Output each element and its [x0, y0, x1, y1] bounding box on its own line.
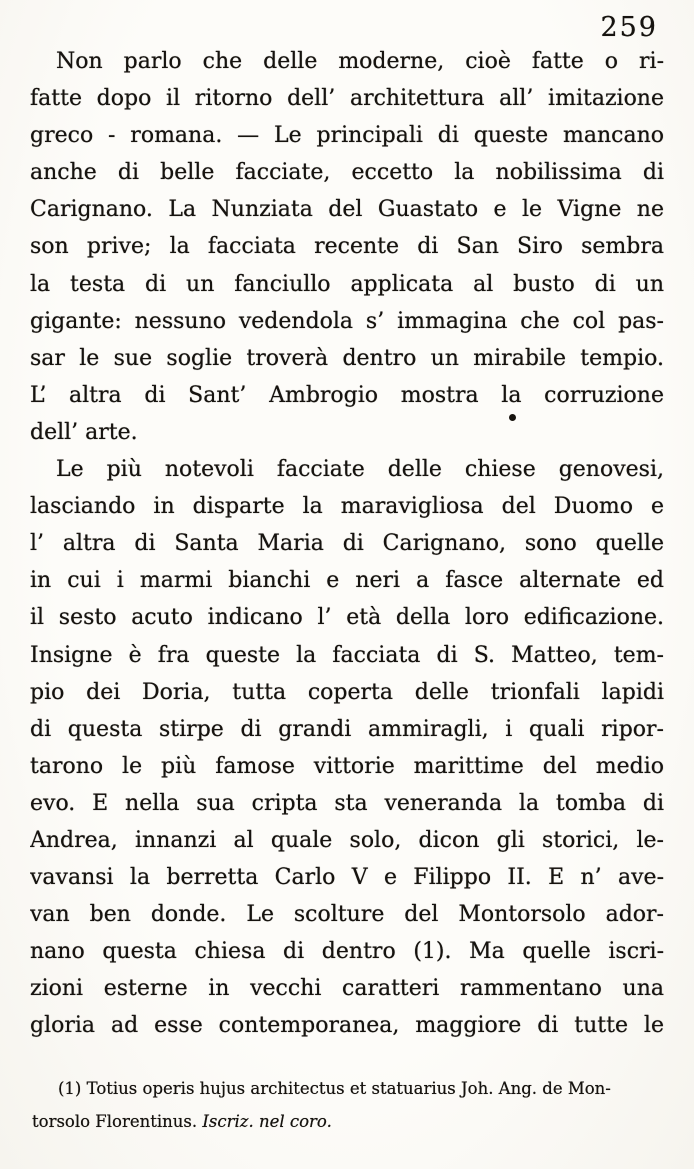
- footnote-line-1: (1) Totius operis hujus architectus et statuarius Joh. Ang. de Mon-: [58, 1079, 611, 1098]
- text-line: il sesto acuto indicano l’ età della loro edificazione.: [30, 605, 664, 631]
- ink-spot: [509, 414, 516, 421]
- text-line: Non parlo che delle moderne, cioè fatte o ri-: [56, 49, 664, 74]
- text-line: gloria ad esse contemporanea, maggiore di tutte le: [30, 1013, 664, 1039]
- text-line: in cui i marmi bianchi e neri a fasce alternate ed: [30, 568, 664, 594]
- footnote: [32, 1072, 654, 1138]
- text-line: Le più notevoli facciate delle chiese genovesi,: [56, 457, 664, 483]
- text-line: zioni esterne in vecchi caratteri rammentano una: [30, 976, 664, 1002]
- text-line: dell’ arte.: [30, 419, 138, 445]
- body-text: [30, 43, 664, 1045]
- text-line: tarono le più famose vittorie marittime del medio: [30, 753, 664, 779]
- footnote-line-2: [32, 1105, 654, 1138]
- footnote-citation: Iscriz. nel coro.: [202, 1112, 332, 1131]
- text-line: pio dei Doria, tutta coperta delle trionfali lapidi: [30, 679, 664, 705]
- text-line: anche di belle facciate, eccetto la nobilissima di: [30, 160, 664, 186]
- text-line: Carignano. La Nunziata del Guastato e le Vigne ne: [30, 197, 664, 223]
- text-line: Insigne è fra queste la facciata di S. Matteo, tem-: [30, 642, 664, 668]
- page-number: 259: [600, 12, 658, 43]
- text-line: van ben donde. Le scolture del Montorsolo ador-: [30, 902, 664, 928]
- text-line: fatte dopo il ritorno dell’ architettura all’ imitazione: [30, 86, 664, 112]
- text-line: sar le sue soglie troverà dentro un mirabile tempio.: [30, 345, 664, 371]
- text-line: di questa stirpe di grandi ammiragli, i quali ripor-: [30, 716, 664, 742]
- text-line: l’ altra di Santa Maria di Carignano, sono quelle: [30, 531, 664, 557]
- footnote-text: torsolo Florentinus.: [32, 1112, 203, 1131]
- text-line: Andrea, innanzi al quale solo, dicon gli storici, le-: [30, 827, 664, 853]
- text-line: son prive; la facciata recente di San Siro sembra: [30, 234, 664, 260]
- text-line: la testa di un fanciullo applicata al busto di un: [30, 271, 664, 297]
- text-line: nano questa chiesa di dentro (1). Ma quelle iscri-: [30, 939, 664, 965]
- text-line: vavansi la berretta Carlo V e Filippo II. E n’ ave-: [30, 865, 664, 891]
- text-line: L’ altra di Sant’ Ambrogio mostra la corruzione: [30, 382, 664, 408]
- text-line: lasciando in disparte la maravigliosa del Duomo e: [30, 494, 664, 520]
- text-line: gigante: nessuno vedendola s’ immagina che col pas-: [30, 308, 664, 334]
- text-line: evo. E nella sua cripta sta veneranda la tomba di: [30, 790, 664, 816]
- text-line: greco - romana. — Le principali di queste mancano: [30, 123, 664, 149]
